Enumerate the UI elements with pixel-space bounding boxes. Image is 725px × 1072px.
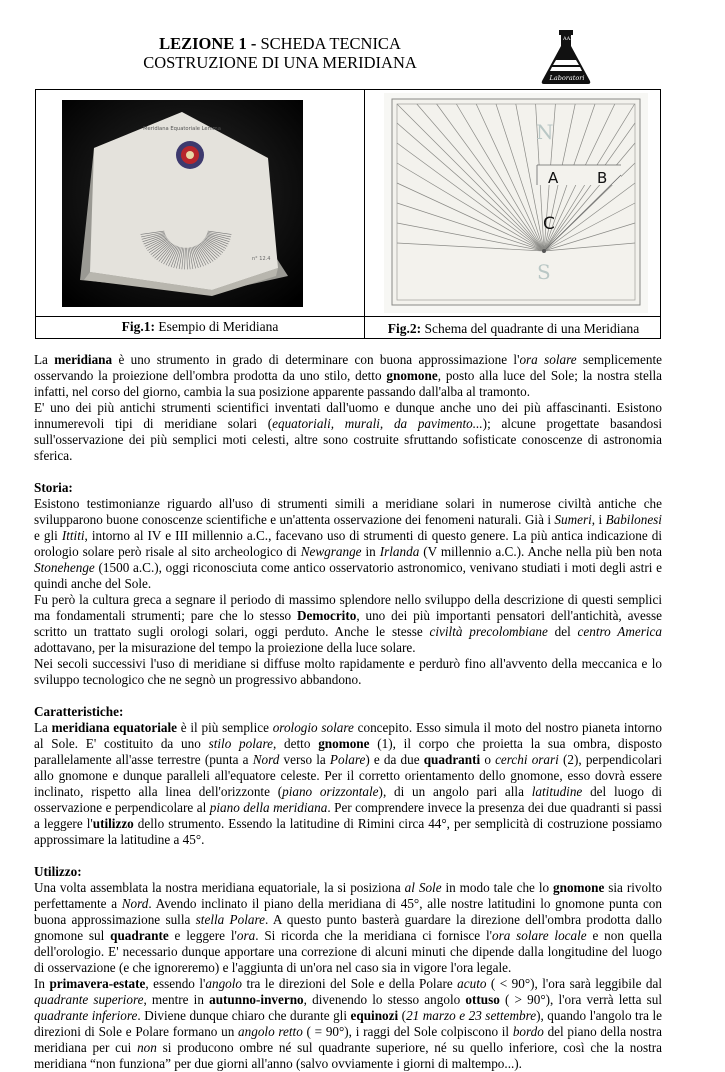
photo-code: n° 12.4 xyxy=(252,256,271,262)
section-caratteristiche xyxy=(34,704,662,848)
caratteristiche-paragraph-1: La meridiana equatoriale è il più semplice orologio solare concepito. Esso simula il moto del nostro pianeta intorno al Sole. E' costituito da uno stilo polare, detto gnomone (1), il corpo che proietta la sua ombra, disposto parallelamente all'asse terrestre (punta a Nord verso la Polare) e da due quadranti o cerchi orari (2), perpendicolari allo gnomone e dunque paralleli all'equatore celeste. Per il corretto orientamento dello gnomone, esso dovrà essere inclinato, rispetto alla linea dell'orizzonte (piano orizzontale), di un angolo pari alla latitudine del luogo di osservazione e perpendicolare al piano della meridiana. Per comprendere invece la presenza dei due quadranti si passi a leggere l'utilizzo dello strumento. Essendo la latitudine di Rimini circa 44°, per semplicità di costruzione possiamo approssimare la latitudine a 45°. xyxy=(34,720,663,847)
table-divider-horizontal xyxy=(36,316,660,317)
logo-text: Laboratori xyxy=(549,74,585,82)
section-heading: Utilizzo: xyxy=(34,864,82,879)
label-a: A xyxy=(548,169,559,187)
storia-paragraph-1: Esistono testimonianze riguardo all'uso di strumenti simili a meridiane solari in numerose civiltà antiche che svilupparono buone conoscenze scientifiche e un'attenta osservazione dei fenomeni naturali. Già i Sumeri, i Babilonesi e gli Ittiti, intorno al IV e III millennio a.C., facevano uso di strumenti di questo genere. La più antica indicazione di orologio solare però risale al sito archeologico di Newgrange in Irlanda (V millennio a.C.). Anche nella più ben nota Stonehenge (1500 a.C.), oggi riconosciuta come antico osservatorio astronomico, venivano studiati i moti degli astri e quindi anche del Sole. xyxy=(34,496,662,591)
flask-icon xyxy=(536,26,598,88)
storia-paragraph-2: Fu però la cultura greca a segnare il periodo di massimo splendore nello sviluppo della descrizione di questi semplici ma fondamentali strumenti; pare che lo stesso Democrito, uno dei più importanti pensatori dell'antichità, avesse scritto un trattato sugli orologi solari, oggi perduto. Anche le stesse civiltà precolombiane del centro America adottavano, per la misurazione del tempo la proiezione della luce solare. xyxy=(34,592,663,655)
figure-1-caption: Fig.1: Esempio di Meridiana xyxy=(121,319,279,334)
section-storia xyxy=(34,480,662,688)
figure-2-caption: Fig.2: Schema del quadrante di una Meridiana xyxy=(387,321,640,336)
section-utilizzo xyxy=(34,864,662,1072)
figure-1-photo xyxy=(62,100,303,307)
utilizzo-paragraph-1: Una volta assemblata la nostra meridiana equatoriale, la si posiziona al Sole in modo tale che lo gnomone sia rivolto perfettamente a Nord. Avendo inclinato il piano della meridiana di 45°, alle nostre latitudini lo gnomone punta con buona approssimazione sulla stella Polare. A questo punto basterà guardare la direzione dell'ombra prodotta dallo gnomone sul quadrante e leggere l'ora. Si ricorda che la meridiana ci fornisce l'ora solare locale e non quella dell'orologio. E' necessario dunque apportare una correzione di alcuni minuti che dipende dalla longitudine del luogo di osservazione (e che ignoreremo) e l'aggiunta di un'ora nel caso sia in vigore l'ora legale. xyxy=(34,880,662,975)
table-divider-vertical xyxy=(364,90,365,338)
title-line-2: COSTRUZIONE DI UNA MERIDIANA xyxy=(143,53,417,72)
document-body xyxy=(34,352,662,1072)
figures-table xyxy=(35,89,661,339)
page-title xyxy=(0,34,560,72)
section-heading: Caratteristiche: xyxy=(34,704,124,719)
label-b: B xyxy=(597,169,608,187)
label-c: C xyxy=(543,214,555,234)
svg-text:AAL: AAL xyxy=(563,36,574,42)
title-line-1: LEZIONE 1 - SCHEDA TECNICA xyxy=(159,34,401,53)
photo-title: Meridiana Equatoriale Lemma xyxy=(143,126,221,132)
storia-paragraph-3: Nei secoli successivi l'uso di meridiane si diffuse molto rapidamente e perdurò fino all'avvento della meccanica e lo sviluppo tecnologico che ne segnò un progressivo abbandono. xyxy=(34,656,662,687)
intro-paragraph-1: La meridiana è uno strumento in grado di determinare con buona approssimazione l'ora solare semplicemente osservando la proiezione dell'ombra prodotta da uno stilo, detto gnomone, posto alla luce del Sole; la nostra stella infatti, nel corso del giorno, cambia la sua posizione apparente passando dall'alba al tramonto. xyxy=(34,352,663,399)
figure-2-diagram xyxy=(384,93,648,313)
utilizzo-paragraph-2: In primavera-estate, essendo l'angolo tra le direzioni del Sole e della Polare acuto ( < 90°), l'ora sarà leggibile dal quadrante superiore, mentre in autunno-inverno, divenendo lo stesso angolo ottuso ( > 90°), l'ora verrà letta sul quadrante inferiore. Diviene dunque chiaro che durante gli equinozi (21 marzo e 23 settembre), quando l'angolo tra le direzioni di Sole e Polare formano un angolo retto ( = 90°), i raggi del Sole colpiscono il bordo del piano della nostra meridiana per cui non si producono ombre né sul quadrante superiore, né su quello inferiore, così che la nostra meridiana “non funziona” per due giorni all'anno (salvo ovviamente i giorni di maltempo...). xyxy=(34,976,662,1071)
section-heading: Storia: xyxy=(34,480,73,495)
label-north: N xyxy=(536,120,554,144)
label-south: S xyxy=(537,260,551,284)
intro-paragraph-2: E' uno dei più antichi strumenti scientifici inventati dall'uomo e dunque anche uno dei più affascinanti. Esistono innumerevoli tipi di meridiane solari (equatoriali, murali, da pavimento...); alcune progettate basandosi sull'osservazione dei più semplici moti celesti, altre sono costruite sfruttando sofisticate conoscenze di astronomia sferica. xyxy=(34,400,663,463)
